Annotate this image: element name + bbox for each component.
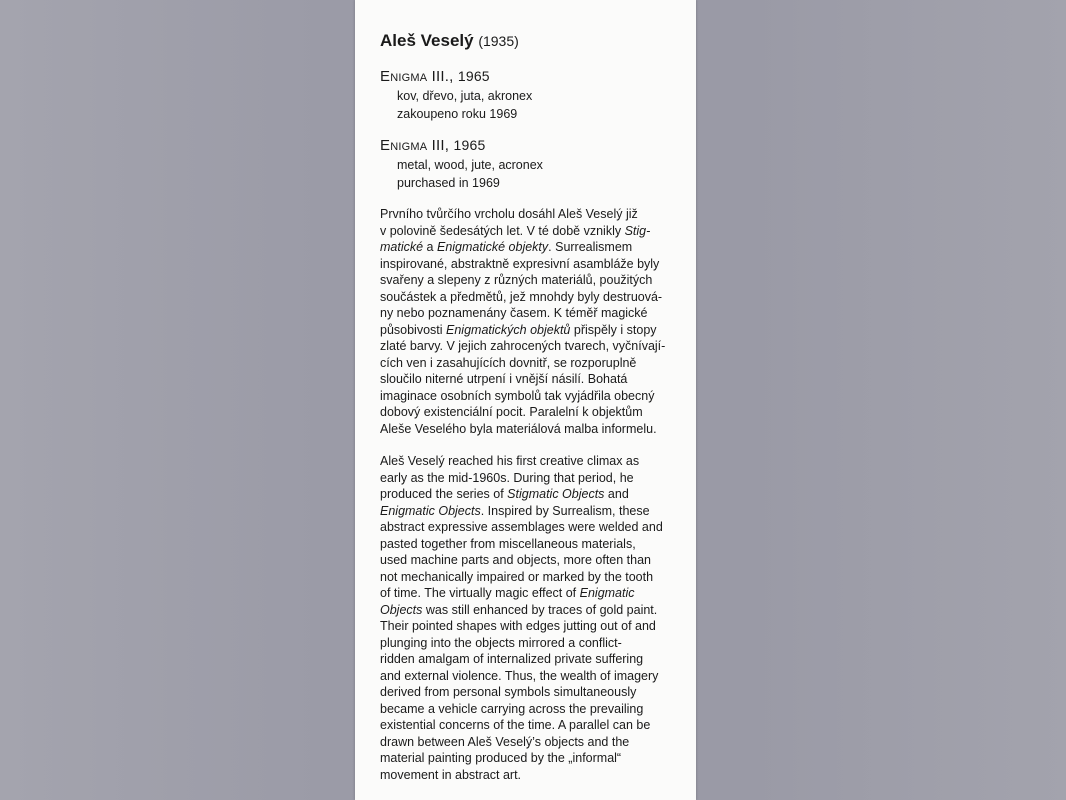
- czech-text-line: sloučilo niterné utrpení i vnější násilí. Bohatá: [380, 372, 628, 386]
- work-title: [380, 66, 676, 87]
- czech-text-line: v polovině šedesátých let. V té době vznikly Stig-: [380, 223, 651, 238]
- artist-years: (1935): [478, 33, 519, 49]
- work-year: 1965: [457, 68, 490, 84]
- english-text-line: ridden amalgam of internalized private suffering: [380, 652, 644, 666]
- english-text-line: plunging into the objects mirrored a conflict-: [380, 635, 622, 650]
- english-text-line: Objects was still enhanced by traces of gold paint.: [380, 602, 658, 617]
- english-text-line: of time. The virtually magic effect of Enigmatic: [380, 586, 635, 600]
- czech-text-line: cích ven i zasahujících dovnitř, se rozporuplně: [380, 355, 637, 370]
- czech-text-line: imaginace osobních symbolů tak vyjádřila obecný: [380, 388, 655, 403]
- work-entry-cz: [380, 66, 676, 123]
- work-medium: kov, dřevo, juta, akronex: [397, 89, 533, 103]
- work-title-text: Enigma III.,: [380, 68, 454, 85]
- museum-label-card: [355, 0, 696, 800]
- english-text-line: pasted together from miscellaneous materials,: [380, 536, 636, 551]
- work-details: [380, 87, 676, 123]
- english-text-line: Their pointed shapes with edges jutting out of and: [380, 619, 656, 633]
- work-acquisition: purchased in 1969: [397, 176, 500, 190]
- italic-work-title: Enigmatických objektů: [446, 322, 571, 337]
- czech-text-line: inspirované, abstraktně expresivní asambláže byly: [380, 256, 660, 271]
- czech-text-line: součástek a předmětů, jež mnohdy byly destruová-: [380, 289, 663, 304]
- english-text-line: and external violence. Thus, the wealth of imagery: [380, 668, 659, 683]
- english-text-line: early as the mid-1960s. During that period, he: [380, 470, 634, 485]
- english-text-line: became a vehicle carrying across the prevailing: [380, 701, 644, 716]
- czech-text-line: zlaté barvy. V jejich zahrocených tvarech, vyčnívají-: [380, 339, 666, 353]
- italic-work-title: Enigmatic: [579, 586, 635, 600]
- description-czech: [380, 206, 676, 437]
- english-text-line: abstract expressive assemblages were welded and: [380, 520, 663, 534]
- work-title: [380, 135, 676, 156]
- work-medium: metal, wood, jute, acronex: [397, 158, 543, 172]
- czech-text-line: dobový existenciální pocit. Paralelní k objektům: [380, 405, 643, 419]
- english-text-line: existential concerns of the time. A parallel can be: [380, 718, 651, 732]
- italic-work-title: Enigmatické objekty: [436, 240, 549, 254]
- english-text-line: Enigmatic Objects. Inspired by Surrealism, these: [380, 503, 650, 518]
- czech-text-line: Prvního tvůrčího vrcholu dosáhl Aleš Veselý již: [380, 207, 638, 221]
- work-details: [380, 156, 676, 192]
- italic-work-title: matické: [380, 240, 424, 254]
- work-title-text: Enigma III,: [380, 137, 450, 154]
- description-english: [380, 453, 676, 783]
- english-text-line: used machine parts and objects, more often than: [380, 553, 651, 567]
- italic-work-title: Stigmatic Objects: [507, 487, 605, 501]
- czech-text-line: Aleše Veselého byla materiálová malba informelu.: [380, 421, 657, 436]
- italic-work-title: Stig-: [624, 223, 651, 238]
- czech-text-line: ny nebo poznamenány časem. K téměř magické: [380, 306, 648, 320]
- italic-work-title: Enigmatic Objects: [380, 503, 481, 518]
- work-entry-en: [380, 135, 676, 192]
- artist-name: Aleš Veselý: [380, 31, 474, 50]
- artist-heading: [380, 30, 676, 52]
- english-text-line: derived from personal symbols simultaneously: [380, 685, 637, 699]
- english-text-line: drawn between Aleš Veselý’s objects and the: [380, 734, 630, 749]
- czech-text-line: působivosti Enigmatických objektů přispěly i stopy: [380, 322, 657, 337]
- english-text-line: movement in abstract art.: [380, 767, 522, 782]
- italic-work-title: Objects: [380, 602, 423, 617]
- english-text-line: produced the series of Stigmatic Objects and: [380, 487, 629, 501]
- english-text-line: Aleš Veselý reached his first creative climax as: [380, 454, 640, 468]
- english-text-line: material painting produced by the „informal“: [380, 751, 622, 765]
- work-year: 1965: [453, 137, 486, 153]
- czech-text-line: svařeny a slepeny z různých materiálů, použitých: [380, 273, 653, 287]
- work-acquisition: zakoupeno roku 1969: [397, 107, 518, 121]
- english-text-line: not mechanically impaired or marked by the tooth: [380, 569, 654, 584]
- czech-text-line: matické a Enigmatické objekty. Surrealismem: [380, 240, 633, 254]
